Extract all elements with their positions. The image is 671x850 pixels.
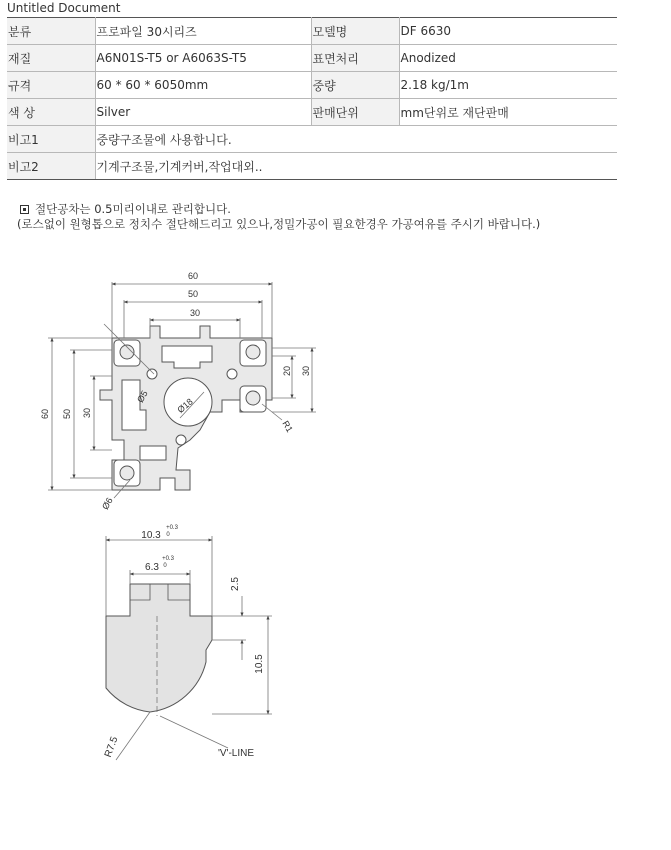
spec-label-model: 모델명 bbox=[311, 18, 399, 45]
slot-width-inner-tol-plus: +0.3 bbox=[162, 556, 174, 562]
spec-label-unit: 판매단위 bbox=[311, 99, 399, 126]
slot-width-outer-tol-plus: +0.3 bbox=[166, 525, 178, 531]
spec-value-color: Silver bbox=[95, 99, 311, 126]
radius-1-label: R1 bbox=[280, 419, 295, 434]
spec-value-size: 60 * 60 * 6050mm bbox=[95, 72, 311, 99]
document-title: Untitled Document bbox=[7, 1, 121, 15]
spec-value-weight: 2.18 kg/1m bbox=[399, 72, 617, 99]
spec-value-model: DF 6630 bbox=[399, 18, 617, 45]
spec-value-remark2: 기계구조물,기계커버,작업대외.. bbox=[95, 153, 617, 180]
spec-label-category: 분류 bbox=[7, 18, 95, 45]
spec-value-surface: Anodized bbox=[399, 45, 617, 72]
note-text-tolerance: 절단공차는 0.5미리이내로 관리합니다. bbox=[35, 202, 231, 216]
slot-radius-7-5: R7.5 bbox=[102, 735, 121, 759]
dim-50-left: 50 bbox=[62, 408, 72, 420]
spec-label-weight: 중량 bbox=[311, 72, 399, 99]
dim-30-top: 30 bbox=[189, 308, 201, 318]
slot-width-inner-tol-zero: 0 bbox=[163, 563, 167, 569]
dim-30-right: 30 bbox=[301, 365, 311, 377]
spec-value-category: 프로파일 30시리즈 bbox=[95, 18, 311, 45]
slot-depth-10-5: 10.5 bbox=[254, 654, 265, 674]
dia-6-label: Ø6 bbox=[100, 495, 115, 512]
slot-depth-2-5: 2.5 bbox=[230, 577, 241, 591]
slot-detail bbox=[106, 584, 212, 712]
slot-width-outer: 10.3 bbox=[141, 530, 161, 541]
spec-label-surface: 표면처리 bbox=[311, 45, 399, 72]
dim-60-top: 60 bbox=[187, 271, 199, 281]
spec-label-remark1: 비고1 bbox=[7, 126, 95, 153]
spec-label-material: 재질 bbox=[7, 45, 95, 72]
v-line-label: 'V'-LINE bbox=[217, 748, 255, 759]
slot-width-inner: 6.3 bbox=[145, 562, 159, 573]
dim-20-right: 20 bbox=[282, 365, 292, 377]
spec-label-size: 규격 bbox=[7, 72, 95, 99]
spec-value-material: A6N01S-T5 or A6063S-T5 bbox=[95, 45, 311, 72]
note-text-precision: (로스없이 원형톱으로 정치수 절단해드리고 있으나,정밀가공이 필요한경우 가공여유를 주시기 바랍니다.) bbox=[17, 217, 541, 231]
spec-label-color: 색 상 bbox=[7, 99, 95, 126]
dia-18-label: Ø18 bbox=[175, 396, 195, 416]
dim-30-left: 30 bbox=[82, 407, 92, 419]
spec-value-unit: mm단위로 재단판매 bbox=[399, 99, 617, 126]
dim-60-left: 60 bbox=[40, 408, 50, 420]
spec-label-remark2: 비고2 bbox=[7, 153, 95, 180]
dim-50-top: 50 bbox=[187, 289, 199, 299]
spec-value-remark1: 중량구조물에 사용합니다. bbox=[95, 126, 617, 153]
slot-width-outer-tol-zero: 0 bbox=[166, 532, 170, 538]
dia-5-label: Ø5 bbox=[135, 388, 150, 405]
